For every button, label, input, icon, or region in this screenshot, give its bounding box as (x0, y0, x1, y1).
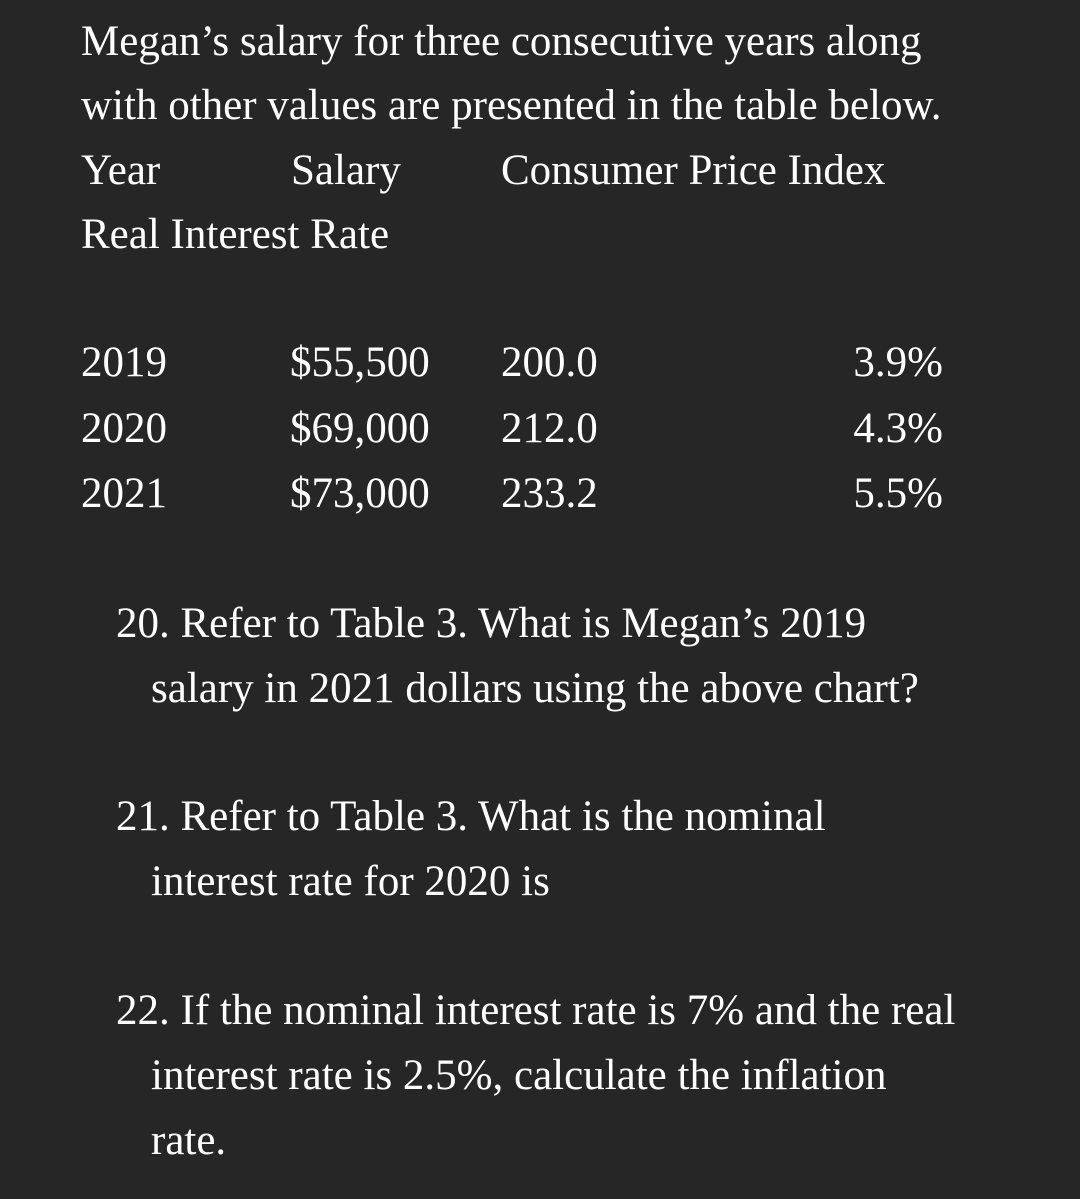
cell-salary: $55,500 (290, 339, 430, 386)
table-row (0, 341, 1080, 391)
question-21-line-2: interest rate for 2020 is (151, 858, 550, 905)
cell-year: 2021 (81, 470, 167, 517)
cell-salary: $69,000 (290, 405, 430, 452)
table-row (0, 472, 1080, 522)
cell-real-interest-rate: 5.5% (853, 470, 943, 517)
cell-year: 2020 (81, 405, 167, 452)
question-22-line-2: interest rate is 2.5%, calculate the inflation (151, 1052, 887, 1099)
cell-year: 2019 (81, 339, 167, 386)
cell-cpi: 233.2 (501, 470, 598, 517)
cell-real-interest-rate: 3.9% (853, 339, 943, 386)
header-salary: Salary (291, 147, 401, 194)
header-consumer-price-index: Consumer Price Index (501, 147, 886, 194)
intro-text-line-1: Megan’s salary for three consecutive years along (81, 18, 922, 65)
cell-salary: $73,000 (290, 470, 430, 517)
question-20-line-2: salary in 2021 dollars using the above chart? (151, 665, 919, 712)
cell-cpi: 212.0 (501, 405, 598, 452)
header-year: Year (81, 147, 161, 194)
question-22-line-3: rate. (151, 1117, 227, 1164)
header-real-interest-rate: Real Interest Rate (81, 211, 390, 258)
question-22-line-1: 22. If the nominal interest rate is 7% and the real (116, 987, 956, 1034)
intro-text-line-2: with other values are presented in the table below. (81, 82, 942, 129)
question-21-line-1: 21. Refer to Table 3. What is the nominal (116, 793, 826, 840)
cell-cpi: 200.0 (501, 339, 598, 386)
question-20-line-1: 20. Refer to Table 3. What is Megan’s 2019 (116, 600, 867, 647)
table-row (0, 407, 1080, 457)
cell-real-interest-rate: 4.3% (853, 405, 943, 452)
